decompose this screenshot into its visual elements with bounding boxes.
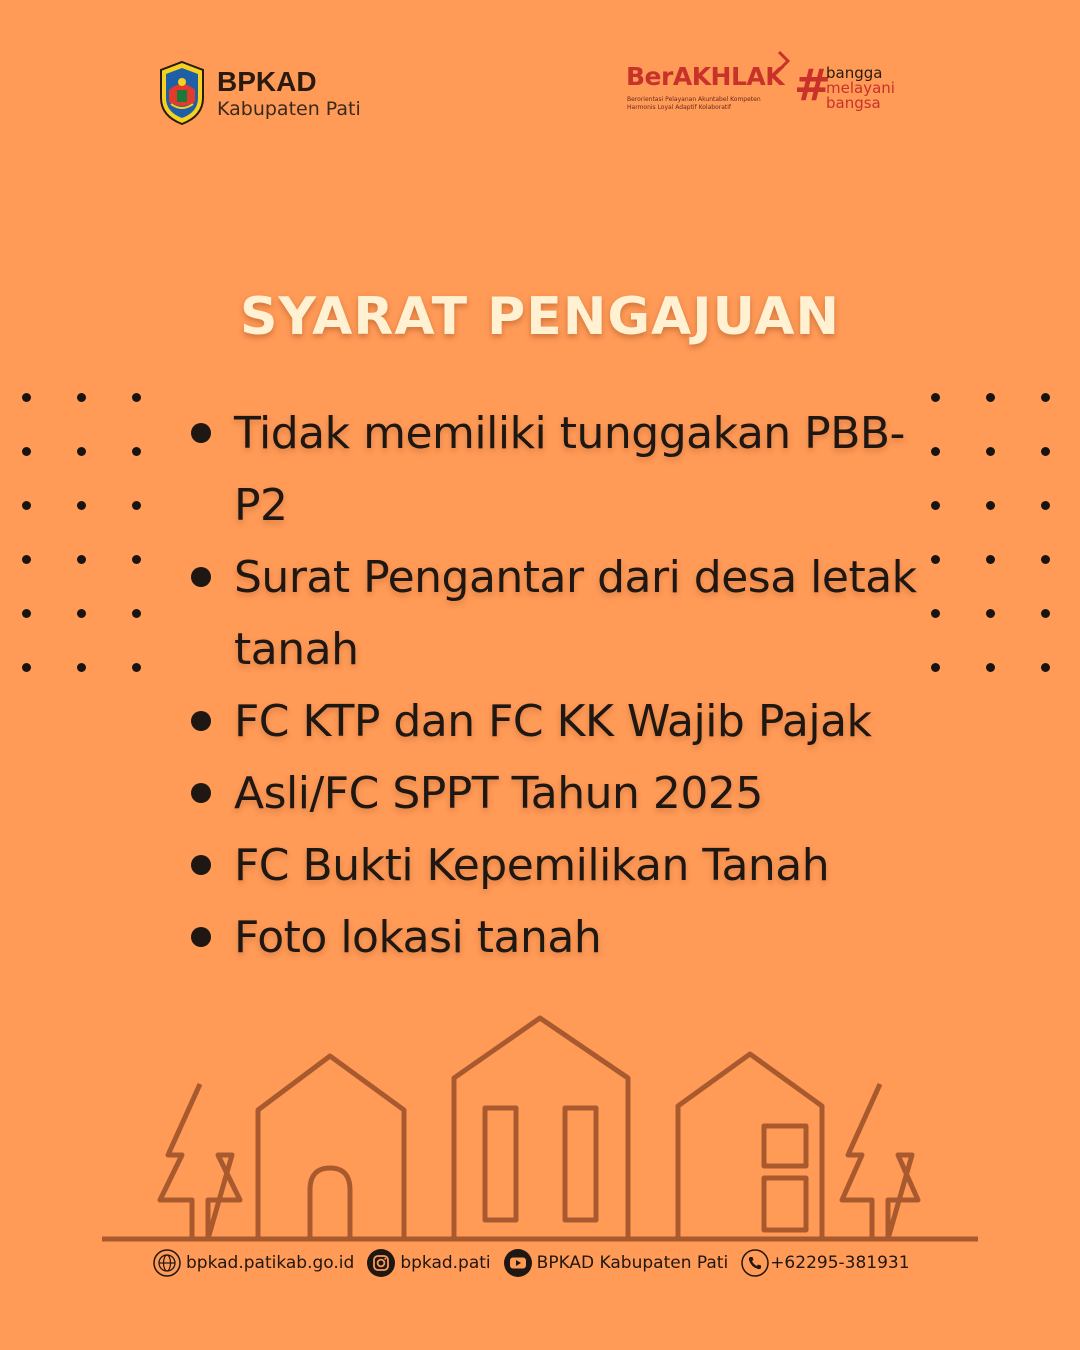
bullet-icon [191, 567, 211, 587]
list-item [188, 830, 948, 902]
list-item [188, 398, 948, 542]
berakhlak-tagline-2: Harmonis Loyal Adaptif Kolaboratif [627, 104, 732, 111]
list-item [188, 758, 948, 830]
page-title: SYARAT PENGAJUAN [239, 287, 840, 347]
requirement-text: Foto lokasi tanah [234, 912, 602, 963]
decorative-dot [1041, 555, 1050, 564]
list-item [188, 686, 948, 758]
requirements-list [188, 398, 948, 974]
decorative-dot [77, 609, 86, 618]
footer-contacts [152, 1248, 922, 1278]
decorative-dot [1041, 501, 1050, 510]
instagram-icon [366, 1248, 396, 1278]
crest-logo-icon [157, 60, 207, 126]
decorative-dot [132, 555, 141, 564]
decorative-dot [986, 501, 995, 510]
decorative-dot [986, 663, 995, 672]
phone-icon [740, 1248, 770, 1278]
list-item [188, 902, 948, 974]
youtube-icon [503, 1248, 533, 1278]
hashtag-symbol: # [794, 60, 831, 111]
bullet-icon [191, 423, 211, 443]
decorative-dot [77, 393, 86, 402]
website-text: bpkad.patikab.go.id [186, 1253, 355, 1273]
decorative-dot [1041, 609, 1050, 618]
decorative-dot [22, 447, 31, 456]
decorative-dot [132, 393, 141, 402]
decorative-dot [986, 393, 995, 402]
house-3-window-bottom [764, 1178, 806, 1230]
decorative-dot [1041, 447, 1050, 456]
decorative-dot [77, 501, 86, 510]
decorative-dot [1041, 393, 1050, 402]
decorative-dot [77, 663, 86, 672]
globe-icon [152, 1248, 182, 1278]
decorative-dot [132, 663, 141, 672]
requirement-text: Surat Pengantar dari desa letak tanah [234, 552, 917, 675]
house-3-window-top [764, 1126, 806, 1166]
berakhlak-tagline-1: Berorientasi Pelayanan Akuntabel Kompeten [627, 96, 761, 103]
decorative-dot [22, 501, 31, 510]
house-1 [258, 1056, 404, 1239]
decorative-dot [132, 501, 141, 510]
instagram-link[interactable] [366, 1248, 490, 1278]
requirement-text: FC Bukti Kepemilikan Tanah [234, 840, 830, 891]
house-1-door [310, 1168, 350, 1239]
decorative-dot [77, 447, 86, 456]
motto-line-2: melayani [826, 79, 895, 97]
instagram-text: bpkad.pati [400, 1253, 491, 1273]
decorative-dot [22, 393, 31, 402]
decorative-dot [986, 447, 995, 456]
bullet-icon [191, 855, 211, 875]
phone-link[interactable] [740, 1248, 909, 1278]
decorative-dot [22, 555, 31, 564]
motto-line-3: bangsa [826, 94, 881, 112]
decorative-dot [986, 555, 995, 564]
decorative-dot [1041, 663, 1050, 672]
houses-illustration [0, 1010, 1080, 1250]
decorative-dot [132, 447, 141, 456]
berakhlak-word: BerAKHLAK [626, 62, 785, 91]
bullet-icon [191, 783, 211, 803]
house-3 [678, 1054, 822, 1239]
house-2 [454, 1018, 628, 1239]
house-2-window-left [485, 1108, 516, 1220]
decorative-dot [77, 555, 86, 564]
motto-line-1: bangga [826, 64, 883, 82]
decorative-dot [22, 663, 31, 672]
bullet-icon [191, 927, 211, 947]
bpkad-logo [157, 60, 361, 126]
org-name: BPKAD [217, 65, 317, 97]
org-subtitle: Kabupaten Pati [217, 97, 361, 120]
bullet-icon [191, 711, 211, 731]
tree-left [160, 1084, 240, 1239]
decorative-dot [22, 609, 31, 618]
youtube-link[interactable] [503, 1248, 729, 1278]
list-item [188, 542, 948, 686]
youtube-text: BPKAD Kabupaten Pati [536, 1253, 729, 1273]
website-link[interactable] [152, 1248, 354, 1278]
requirement-text: Asli/FC SPPT Tahun 2025 [234, 768, 763, 819]
berakhlak-logo [626, 52, 916, 116]
tree-right [842, 1084, 918, 1239]
decorative-dot [132, 609, 141, 618]
requirement-text: FC KTP dan FC KK Wajib Pajak [234, 696, 872, 747]
decorative-dot [986, 609, 995, 618]
requirement-text: Tidak memiliki tunggakan PBB-P2 [234, 408, 905, 531]
phone-text: +62295-381931 [770, 1253, 910, 1273]
house-2-window-right [565, 1108, 596, 1220]
